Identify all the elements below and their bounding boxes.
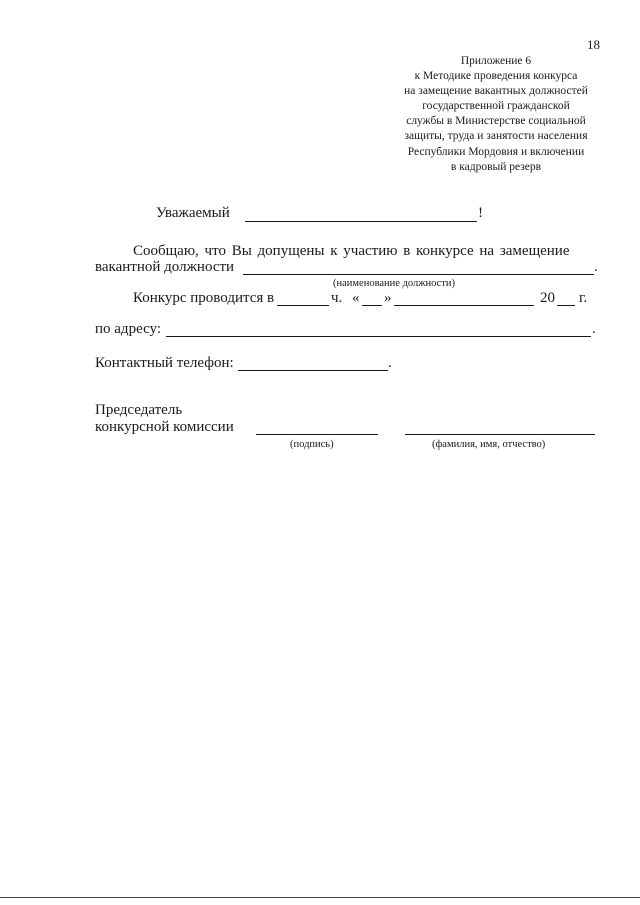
address-label: по адресу: — [95, 321, 162, 337]
annex-line: в кадровый резерв — [450, 160, 542, 173]
annex-line: на замещение вакантных должностей — [404, 85, 588, 98]
hour-line[interactable] — [277, 305, 329, 306]
year-suffix: г. — [579, 290, 588, 306]
greeting-label: Уважаемый — [156, 205, 230, 221]
recipient-name-line[interactable] — [245, 221, 477, 222]
close-quote: » — [384, 290, 392, 306]
phone-label: Контактный телефон: — [95, 355, 234, 371]
annex-line: к Методике проведения конкурса — [414, 70, 578, 83]
role-line-1: Председатель — [95, 402, 183, 418]
position-name-line[interactable] — [243, 274, 594, 275]
signature-line[interactable] — [256, 434, 378, 435]
notice-line-2: вакантной должности — [95, 259, 235, 275]
address-end: . — [592, 321, 596, 337]
notice-line-1: Сообщаю, что Вы допущены к участию в конкурсе на замещение — [133, 243, 570, 259]
year-line[interactable] — [557, 305, 575, 306]
phone-line[interactable] — [238, 370, 388, 371]
annex-line: Республики Мордовия и включении — [407, 145, 585, 158]
phone-end: . — [388, 355, 392, 371]
greeting-end: ! — [478, 205, 483, 221]
annex-line: Приложение 6 — [460, 55, 532, 67]
annex-line: защиты, труда и занятости населения — [404, 130, 588, 143]
position-caption: (наименование должности) — [333, 278, 456, 289]
page-edge-line — [0, 897, 640, 898]
month-line[interactable] — [394, 305, 534, 306]
signature-caption: (подпись) — [290, 439, 334, 450]
annex-line: государственной гражданской — [422, 100, 570, 113]
hours-label: ч. — [331, 290, 343, 306]
page-number: 18 — [587, 37, 600, 52]
annex-line: службы в Министерстве социальной — [406, 115, 586, 128]
notice-line-2-end: . — [594, 259, 598, 275]
open-quote: « — [352, 290, 360, 306]
day-line[interactable] — [362, 305, 382, 306]
full-name-line[interactable] — [405, 434, 595, 435]
year-prefix: 20 — [540, 290, 555, 306]
schedule-prefix: Конкурс проводится в — [133, 290, 275, 306]
full-name-caption: (фамилия, имя, отчество) — [432, 439, 546, 450]
address-line[interactable] — [166, 336, 591, 337]
role-line-2: конкурсной комиссии — [95, 419, 234, 435]
annex-header — [376, 54, 616, 175]
